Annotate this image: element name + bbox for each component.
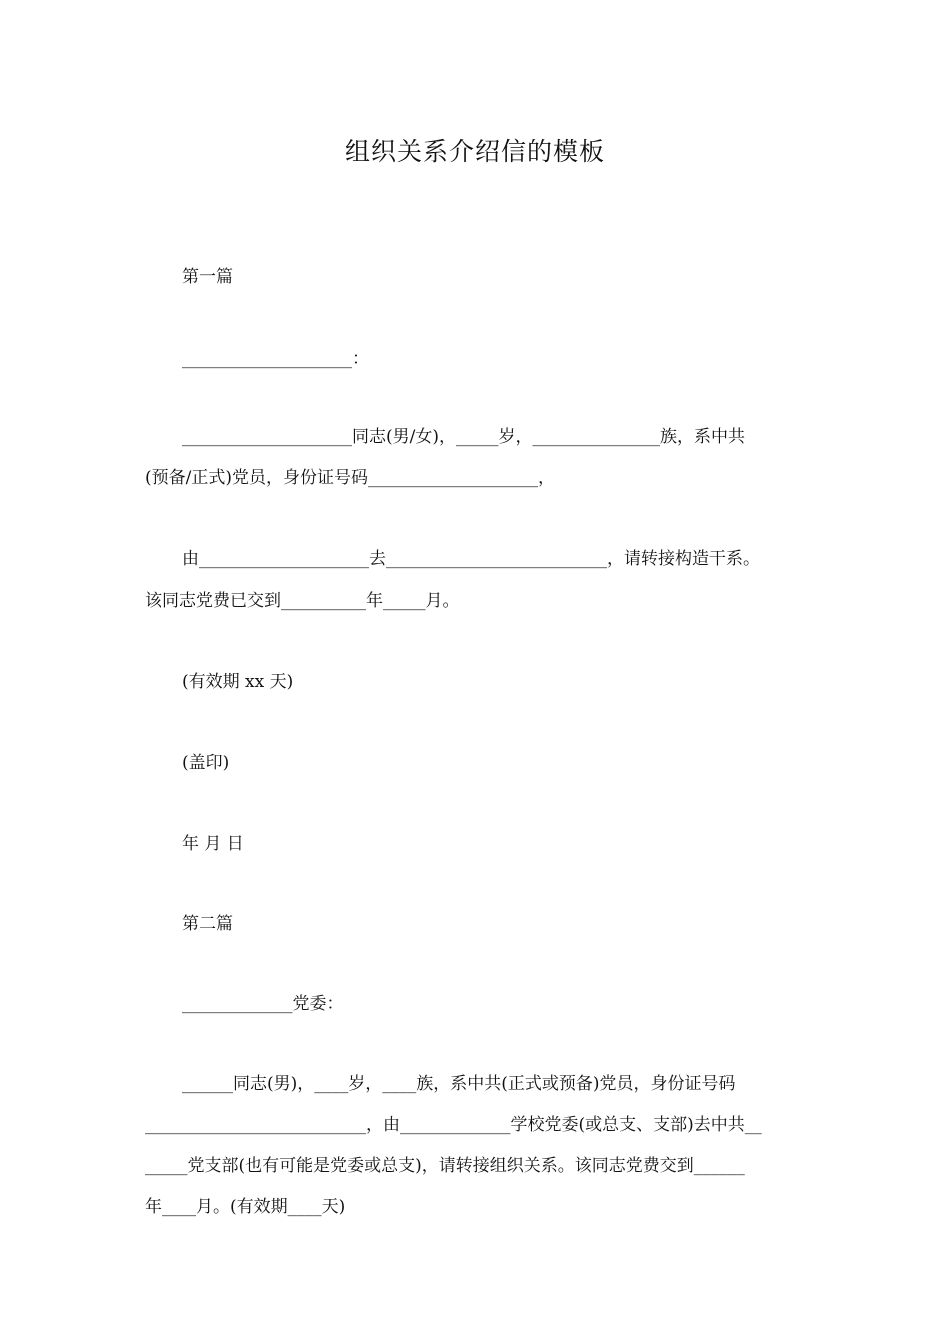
- section1-body-line4: 该同志党费已交到__________年_____月。: [145, 591, 460, 611]
- section2-body-line3: _____党支部(也有可能是党委或总支)，请转接组织关系。该同志党费交到______: [145, 1156, 745, 1176]
- section2-body-line2: __________________________，由_____________学校党委(或总支、支部)去中共__: [145, 1115, 762, 1135]
- section1-seal: (盖印): [182, 753, 230, 773]
- section1-body-line1: ____________________同志(男/女)，_____岁，_______________族，系中共: [182, 427, 745, 447]
- document-title: 组织关系介绍信的模板: [344, 137, 605, 166]
- section2-body-line1: ______同志(男)，____岁，____族，系中共(正式或预备)党员，身份证号码: [182, 1074, 736, 1094]
- section1-validity: (有效期 xx 天): [182, 672, 294, 692]
- section2-heading: 第二篇: [182, 914, 233, 934]
- section1-body-line2: (预备/正式)党员，身份证号码____________________，: [145, 468, 555, 488]
- section1-body-line3: 由____________________去__________________________，请转接构造干系。: [182, 549, 760, 569]
- section1-date: 年 月 日: [182, 834, 244, 854]
- section1-heading: 第一篇: [182, 267, 233, 287]
- section2-salutation: _____________党委：: [182, 994, 344, 1014]
- section2-body-line4: 年____月。(有效期____天): [145, 1197, 346, 1217]
- section1-salutation: ____________________：: [182, 349, 369, 369]
